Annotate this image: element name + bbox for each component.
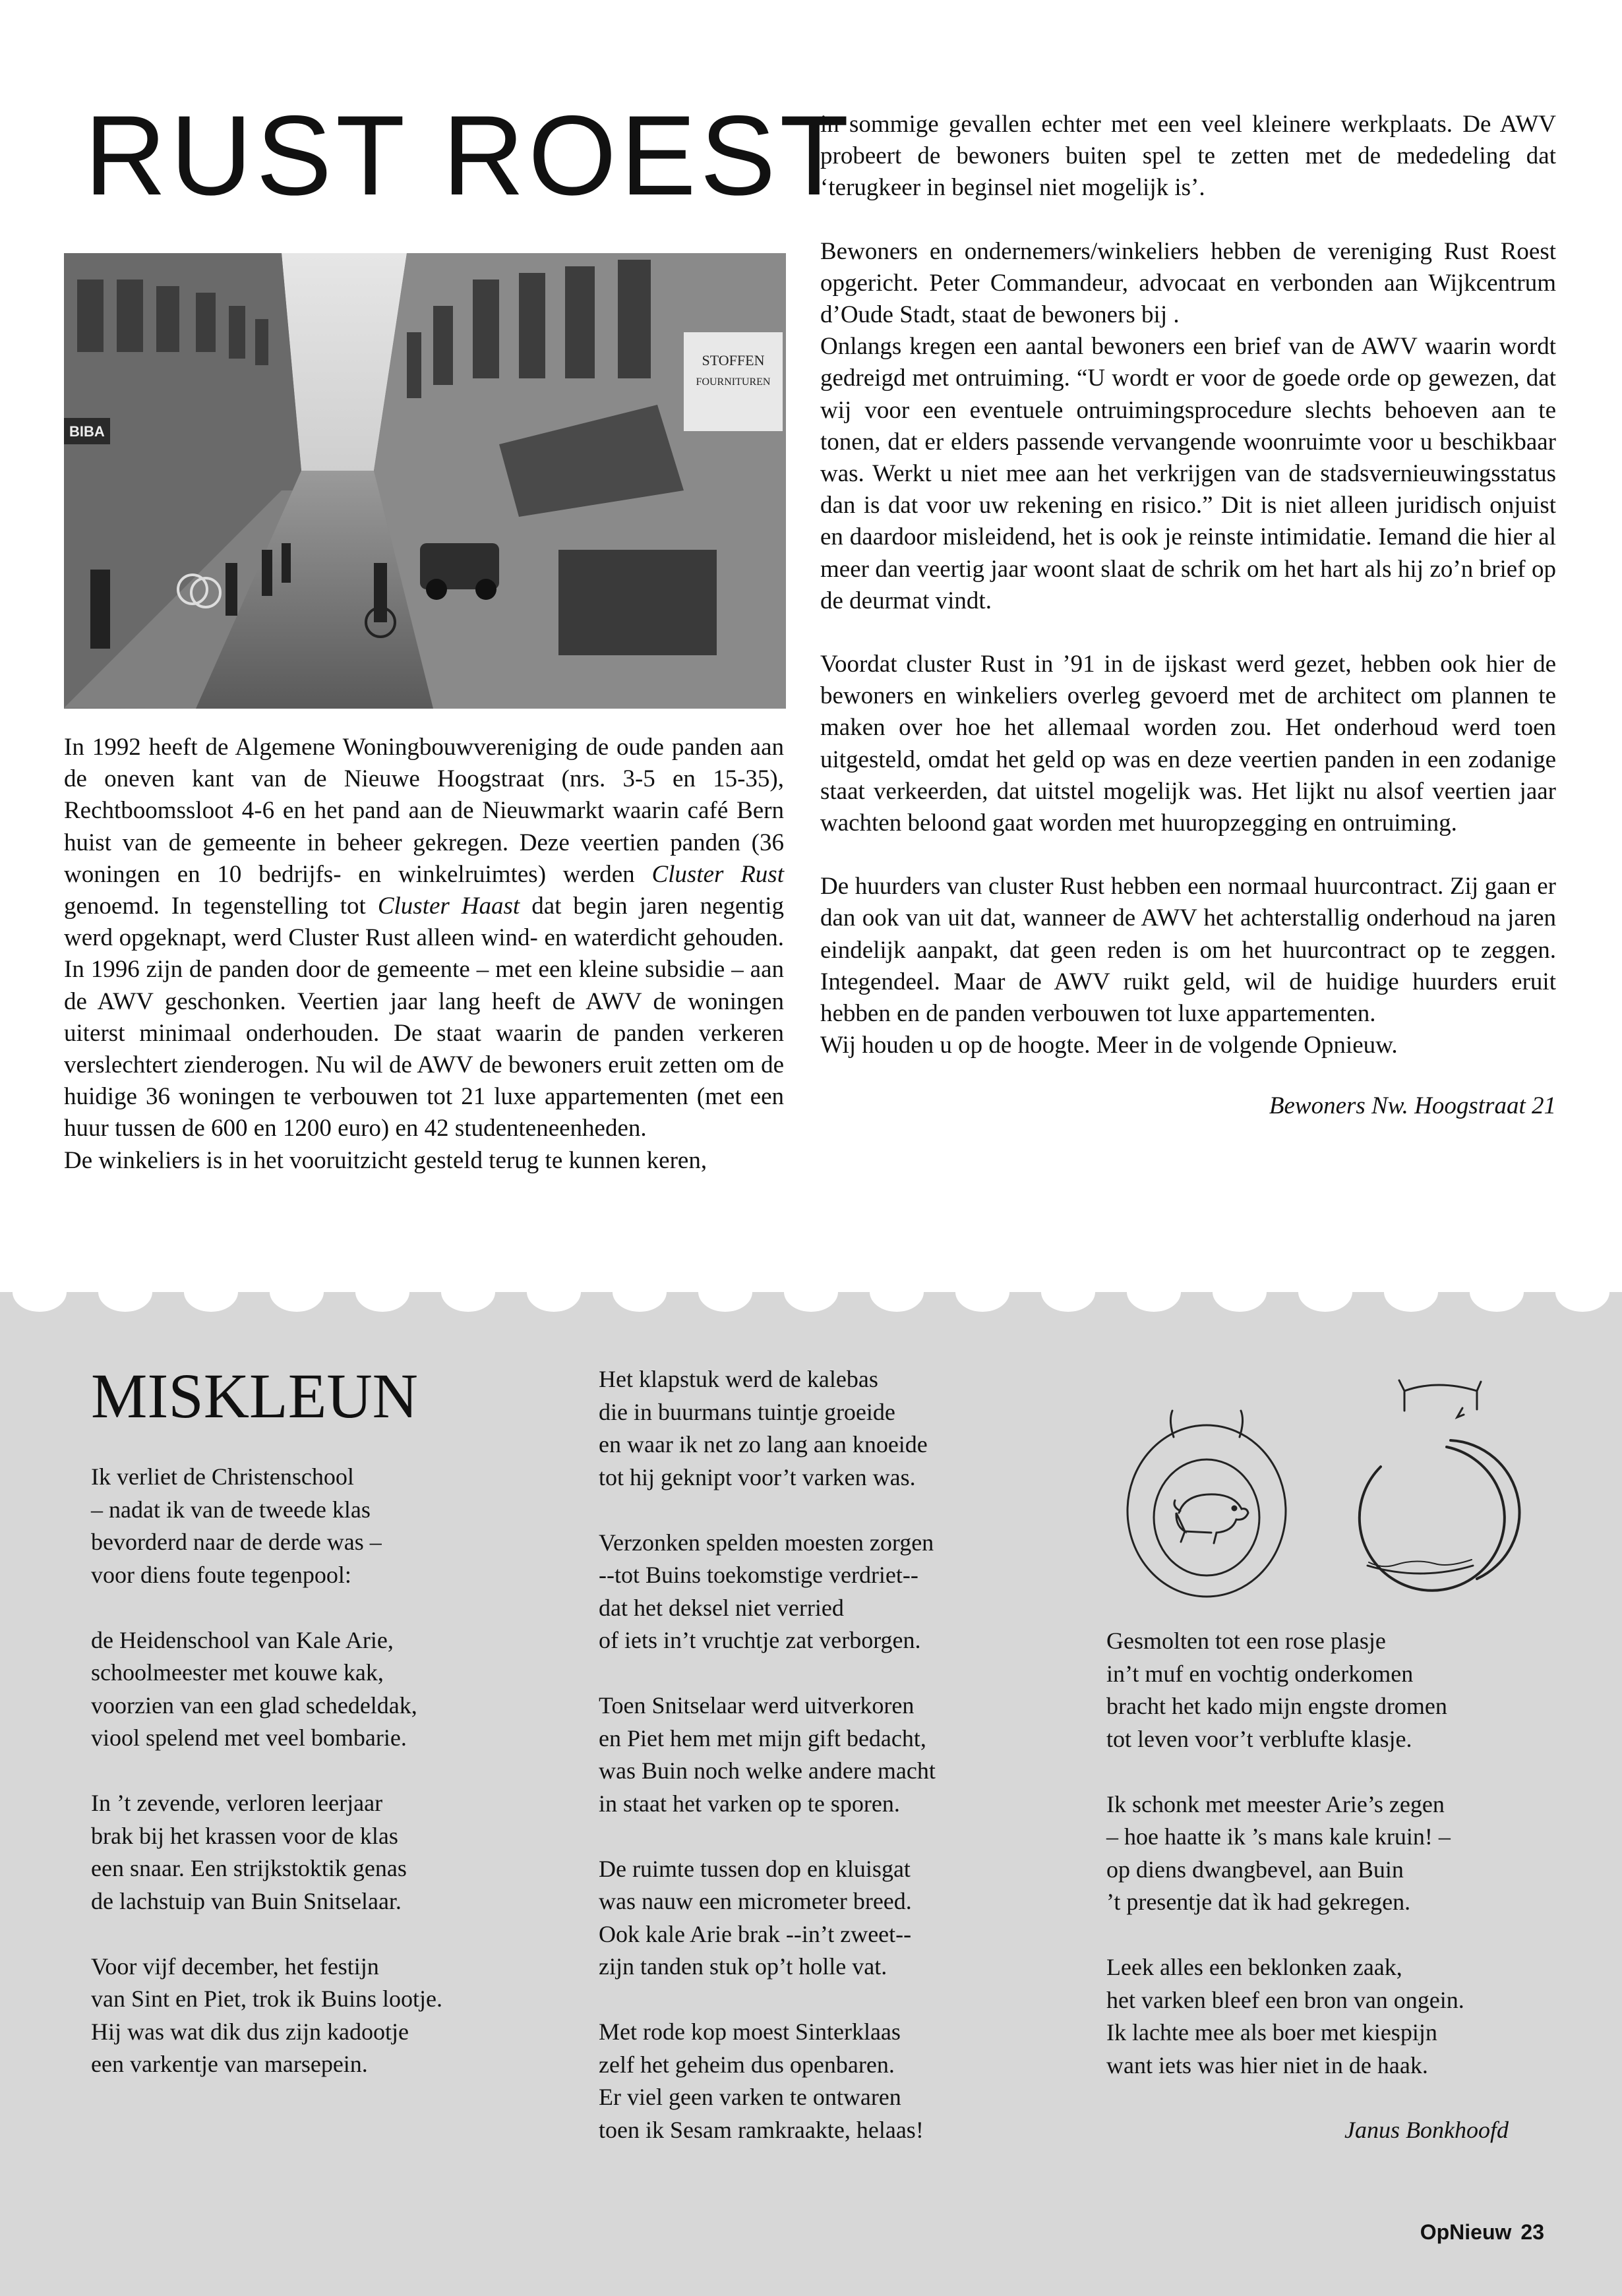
paragraph-text: In 1992 heeft de Algemene Woningbouwvereniging de oude panden aan de oneven kant van de Nieuwe Hoogstraat (nrs. 3-5 en 15-35), Rechtboomssloot 4-6 en het pand aan de Nieuwmarkt waarin café Bern huist van de gemeente in beheer gekregen. Deze veertien panden (36 woningen en 10 bedrijfs- en winkelruimtes) werden bbox=[64, 734, 784, 888]
poem-line: In ’t zevende, verloren leerjaar bbox=[91, 1790, 383, 1816]
scallop-edge bbox=[955, 1272, 1009, 1312]
poem-line: Ik schonk met meester Arie’s zegen bbox=[1106, 1790, 1445, 1817]
poem-stanza bbox=[599, 1690, 1100, 1820]
poem-stanza bbox=[1106, 1625, 1515, 1755]
poem-line: – nadat ik van de tweede klas bbox=[91, 1496, 371, 1523]
poem-line: bevorderd naar de derde was – bbox=[91, 1529, 382, 1555]
poem-line: de Heidenschool van Kale Arie, bbox=[91, 1626, 394, 1653]
poem-line: Er viel geen varken te ontwaren bbox=[599, 2084, 901, 2110]
article-rust-right-paragraph: Bewoners en ondernemers/winkeliers hebben de vereniging Rust Roest opgericht. Peter Commandeur, advocaat en verbonden aan Wijkcentrum d’Oude Stadt, staat de bewoners bij . bbox=[820, 237, 1556, 329]
poem-line: tot leven voor’t verblufte klasje. bbox=[1106, 1725, 1412, 1752]
street-photo-drawing bbox=[64, 253, 786, 709]
scallop-edge bbox=[1298, 1272, 1352, 1312]
poem-line: het varken bleef een bron van ongein. bbox=[1106, 1986, 1464, 2013]
poem-line: want iets was hier niet in de haak. bbox=[1106, 2051, 1428, 2078]
poem-line: voorzien van een glad schedeldak, bbox=[91, 1692, 417, 1719]
poem-line: Verzonken spelden moesten zorgen bbox=[599, 1529, 934, 1556]
pig-icon bbox=[1176, 1494, 1248, 1543]
poem-line: Met rode kop moest Sinterklaas bbox=[599, 2018, 901, 2045]
page-footer bbox=[1420, 2220, 1544, 2245]
street-photo bbox=[64, 253, 786, 709]
scallop-edge bbox=[1470, 1272, 1524, 1312]
article-rust-right-paragraph: De huurders van cluster Rust hebben een normaal huurcontract. Zij gaan er dan ook van uit dat, wanneer de AWV het achterstallig onderhoud na jaren eindelijk aanpakt, dat geen reden is om het huurcontract op te zeggen. Integendeel. Maar de AWV ruikt geld, wil de huidige huurders eruit hebben en de panden verbouwen tot luxe appartementen. bbox=[820, 873, 1556, 1028]
poem-line: Gesmolten tot een rose plasje bbox=[1106, 1628, 1386, 1654]
poem-column-3 bbox=[1106, 1625, 1515, 2082]
article-rust-left-paragraph bbox=[64, 732, 784, 1145]
poem-line: Toen Snitselaar werd uitverkoren bbox=[599, 1692, 915, 1719]
magazine-name: OpNieuw bbox=[1420, 2220, 1512, 2244]
poem-line: voor diens foute tegenpool: bbox=[91, 1561, 351, 1588]
poem-line: toen ik Sesam ramkraakte, helaas! bbox=[599, 2116, 924, 2143]
scallop-edge bbox=[184, 1272, 238, 1312]
scallop-edge bbox=[13, 1272, 67, 1312]
poem-author: Janus Bonkhoofd bbox=[1344, 2117, 1509, 2143]
scallop-edge bbox=[698, 1272, 752, 1312]
poem-line: Ik lachte mee als boer met kiespijn bbox=[1106, 2019, 1437, 2046]
scallop-edge bbox=[441, 1272, 495, 1312]
scallop-edge bbox=[1555, 1272, 1609, 1312]
article-rust-left-column bbox=[64, 732, 784, 1177]
poem-stanza bbox=[599, 1853, 1100, 1984]
poem-line: zelf het geheim dus openbaren. bbox=[599, 2051, 895, 2078]
poem-line: Het klapstuk werd de kalebas bbox=[599, 1366, 878, 1392]
poem-line: een snaar. Een strijkstoktik genas bbox=[91, 1855, 407, 1881]
cluster-name-italic: Cluster Haast bbox=[377, 893, 520, 920]
poem-stanza bbox=[91, 1951, 605, 2081]
poem-line: brak bij het krassen voor de klas bbox=[91, 1822, 398, 1849]
poem-line: was nauw een micrometer breed. bbox=[599, 1888, 912, 1914]
scallop-edge bbox=[1213, 1272, 1267, 1312]
poem-line: De ruimte tussen dop en kluisgat bbox=[599, 1855, 911, 1882]
scallop-edge bbox=[527, 1272, 581, 1312]
poem-stanza bbox=[91, 1787, 605, 1918]
poem-stanza bbox=[1106, 1951, 1515, 2082]
scallop-edge bbox=[784, 1272, 838, 1312]
poem-line: was Buin noch welke andere macht bbox=[599, 1757, 936, 1784]
pumpkin-outer-icon bbox=[1127, 1425, 1286, 1597]
poem-line: dat het deksel niet verried bbox=[599, 1594, 844, 1621]
cluster-name-italic: Cluster Rust bbox=[651, 860, 784, 888]
pig-illustration bbox=[1081, 1371, 1556, 1608]
poem-line: een varkentje van marsepein. bbox=[91, 2051, 368, 2077]
poem-line: in staat het varken op te sporen. bbox=[599, 1790, 900, 1817]
poem-line: in’t muf en vochtig onderkomen bbox=[1106, 1660, 1414, 1687]
scallop-edge bbox=[613, 1272, 667, 1312]
poem-stanza bbox=[599, 2016, 1100, 2146]
scallop-edge bbox=[1384, 1272, 1438, 1312]
paragraph-text: dat begin jaren negentig werd opgeknapt, werd Cluster Rust alleen wind- en waterdicht gehouden. In 1996 zijn de panden door de gemeente – met een kleine subsidie – aan de AWV geschonken. Veertien jaar lang heeft de AWV de woningen uiterst minimaal onderhouden. De staat waarin de panden verkeren verslechtert zienderogen. Nu wil de AWV de bewoners eruit zetten om de huidige 36 woningen te verbouwen tot 21 luxe appartementen (met een huur tussen de 600 en 1200 euro) en 42 studenteneenheden. bbox=[64, 893, 784, 1142]
poem-stanza bbox=[599, 1363, 1100, 1494]
poem-line: de lachstuip van Buin Snitselaar. bbox=[91, 1887, 402, 1914]
poem-line: bracht het kado mijn engste dromen bbox=[1106, 1693, 1447, 1719]
lid-icon bbox=[1399, 1380, 1481, 1411]
poem-line: schoolmeester met kouwe kak, bbox=[91, 1659, 384, 1686]
scallop-edge bbox=[355, 1272, 409, 1312]
poem-column-1 bbox=[91, 1461, 605, 2081]
poem-line: tot hij geknipt voor’t varken was. bbox=[599, 1463, 916, 1490]
article-rust-signature: Bewoners Nw. Hoogstraat 21 bbox=[1269, 1092, 1556, 1120]
article-rust-right-paragraph: Wij houden u op de hoogte. Meer in de volgende Opnieuw. bbox=[820, 1032, 1398, 1059]
article-rust-right-paragraph: in sommige gevallen echter met een veel kleinere werkplaats. De AWV probeert de bewoners buiten spel te zetten met de mededeling dat ‘terugkeer in beginsel niet mogelijk is’. bbox=[820, 111, 1556, 202]
poem-line: en Piet hem met mijn gift bedacht, bbox=[599, 1724, 926, 1751]
poem-line: Voor vijf december, het festijn bbox=[91, 1953, 379, 1980]
poem-column-2 bbox=[599, 1363, 1100, 2146]
poem-line: viool spelend met veel bombarie. bbox=[91, 1724, 407, 1751]
poem-line: op diens dwangbevel, aan Buin bbox=[1106, 1856, 1404, 1883]
shop-sign-line-1: STOFFEN bbox=[702, 352, 765, 368]
pig-drawing bbox=[1081, 1371, 1556, 1608]
paragraph-text: genoemd. In tegenstelling tot bbox=[64, 893, 378, 920]
scallop-edge bbox=[1127, 1272, 1181, 1312]
poem-line: Ik verliet de Christenschool bbox=[91, 1463, 354, 1490]
poem-stanza bbox=[91, 1624, 605, 1755]
poem-line: zijn tanden stuk op’t holle vat. bbox=[599, 1953, 887, 1980]
poem-line: --tot Buins toekomstige verdriet-- bbox=[599, 1562, 918, 1588]
poem-line: van Sint en Piet, trok ik Buins lootje. bbox=[91, 1986, 442, 2012]
poem-title-miskleun: MISKLEUN bbox=[91, 1361, 418, 1431]
poem-line: of iets in’t vruchtje zat verborgen. bbox=[599, 1627, 921, 1653]
poem-line: Leek alles een beklonken zaak, bbox=[1106, 1954, 1402, 1980]
article-rust-right-paragraph: Voordat cluster Rust in ’91 in de ijskast werd gezet, hebben ook hier de bewoners en winkeliers overleg gevoerd met de architect om plannen te maken over hoe het allemaal worden zou. Het onderhoud werd toen uitgesteld, omdat het geld op was en deze veertien panden in een zodanige staat verkeerden, dat uitstel mogelijk was. Het lijkt nu alsof veertien jaar wachten beloond gaat worden met huuropzegging en ontruiming. bbox=[820, 651, 1556, 837]
article-rust-right-paragraph: Onlangs kregen een aantal bewoners een brief van de AWV waarin wordt gedreigd met ontruiming. “U wordt er voor de goede orde op gewezen, dat wij voor een eventuele ontruimingsprocedure slechts behoeven aan te tonen, dat er elders passende vervangende woonruimte voor u beschikbaar was. Werkt u niet mee aan het verkrijgen van de stadsvernieuwingsstatus dan is dat voor uw rekening en risico.” Dit is niet alleen juridisch onjuist en daardoor misleidend, het is ook je reinste intimidatie. Iemand die hier al meer dan veertig jaar woont slaat de schrik om het hart als hij zo’n brief op de deurmat vindt. bbox=[820, 333, 1556, 614]
poem-stanza bbox=[599, 1527, 1100, 1657]
article-title-rust-roest: RUST ROEST bbox=[84, 92, 853, 219]
poem-line: Hij was wat dik dus zijn kadootje bbox=[91, 2018, 409, 2045]
poem-line: – hoe haatte ik ’s mans kale kruin! – bbox=[1106, 1823, 1451, 1850]
scallop-edge bbox=[98, 1272, 152, 1312]
article-rust-right-column bbox=[820, 109, 1556, 1125]
shop-sign-biba: BIBA bbox=[69, 423, 105, 440]
poem-stanza bbox=[91, 1461, 605, 1591]
scallop-edge bbox=[270, 1272, 324, 1312]
scallop-edge bbox=[1041, 1272, 1095, 1312]
poem-line: en waar ik net zo lang aan knoeide bbox=[599, 1431, 928, 1457]
poem-line: die in buurmans tuintje groeide bbox=[599, 1398, 895, 1425]
poem-line: ’t presentje dat ìk had gekregen. bbox=[1106, 1889, 1411, 1915]
poem-line: Ook kale Arie brak --in’t zweet-- bbox=[599, 1920, 912, 1947]
page-number: 23 bbox=[1520, 2220, 1544, 2244]
article-rust-left-paragraph: De winkeliers is in het vooruitzicht gesteld terug te kunnen keren, bbox=[64, 1146, 707, 1174]
shop-sign-line-2: FOURNITUREN bbox=[696, 376, 771, 388]
scallop-edge bbox=[870, 1272, 924, 1312]
poem-stanza bbox=[1106, 1788, 1515, 1919]
